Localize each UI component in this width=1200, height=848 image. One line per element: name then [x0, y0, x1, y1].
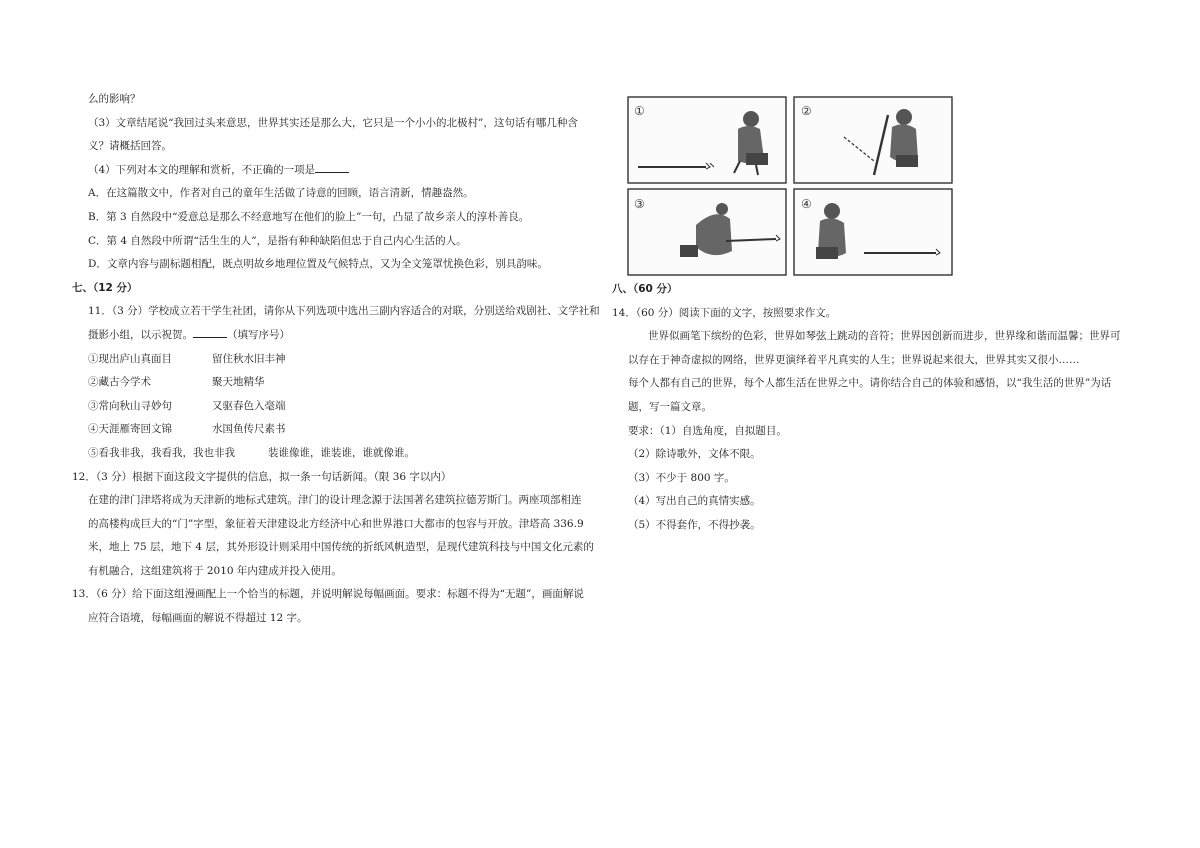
q12-text: 有机融合，这组建筑将于 2010 年内建成并投入使用。 [88, 564, 342, 577]
q13-text: 应符合语境，每幅画面的解说不得超过 12 字。 [88, 612, 308, 625]
answer-blank [193, 327, 227, 338]
q12-text: 米，地上 75 层，地下 4 层，其外形设计则采用中国传统的折纸风帆造型，是现代建筑科技与中国文化元素的 [88, 541, 594, 554]
q14-text: 每个人都有自己的世界，每个人都生活在世界之中。请你结合自己的体验和感悟，以“我生活的世界”为话 [628, 377, 1112, 390]
text-line: 么的影响？ [88, 93, 141, 105]
requirement: （2）除诗歌外，文体不限。 [628, 448, 761, 461]
q14-text: 以存在于神奇虚拟的网络，世界更演绎着平凡真实的人生；世界说起来很大，世界其实又很小…… [628, 353, 1080, 366]
option-b: B．第 3 自然段中“爱意总是那么不经意地写在他们的脸上”一句，凸显了故乡亲人的淳朴善良。 [88, 210, 530, 223]
question-10-4: （4）下列对本文的理解和赏析，不正确的一项是 [72, 159, 592, 183]
section-7-heading: 七、（12 分） [72, 281, 138, 294]
couplet-4: ④天涯雁寄回文锦 水国鱼传尺素书 [88, 423, 286, 436]
question-11: 11．（3 分）学校成立若干学生社团，请你从下列选项中选出三副内容适合的对联，分别送给戏剧社、文学社和 [88, 305, 600, 318]
panel-label: ① [634, 104, 645, 118]
right-column [612, 88, 1132, 538]
question-12: 12．（3 分）根据下面这段文字提供的信息，拟一条一句话新闻。（限 36 字以内） [72, 470, 452, 483]
text-line: 义？请概括回答。 [88, 140, 172, 153]
q14-text: 世界似画笔下缤纷的色彩，世界如琴弦上跳动的音符；世界因创新而进步，世界缘和谐而温馨；世界可 [648, 330, 1121, 343]
option-d: D．文章内容与副标题相配，既点明故乡地理位置及气候特点，又为全文笼罩忧换色彩，别具韵味。 [88, 258, 548, 271]
section-8-heading: 八、（60 分） [612, 283, 678, 295]
couplet-2: ②藏古今学术 聚天地精华 [88, 376, 265, 389]
question-13: 13．（6 分）给下面这组漫画配上一个恰当的标题，并说明解说每幅画面。要求：标题不得为“无题”，画面解说 [72, 588, 584, 601]
question-11-cont: 摄影小组，以示祝贺。 （填写序号） [88, 328, 290, 341]
couplet-5: ⑤看我非我，我看我，我也非我 装谁像谁，谁装谁，谁就像谁。 [88, 446, 415, 459]
panel-label: ④ [801, 197, 812, 211]
question-14: 14．（60 分）阅读下面的文字，按照要求作文。 [612, 306, 837, 319]
q12-text: 的高楼构成巨大的“门”字型，象征着天津建设北方经济中心和世界港口大都市的包容与开放。津塔高 336.9 [88, 517, 584, 530]
requirement: （5）不得套作，不得抄袭。 [628, 518, 761, 531]
couplet-3: ③常向秋山寻妙句 又驱春色入毫端 [88, 399, 286, 412]
requirement: （4）写出自己的真情实感。 [628, 495, 761, 508]
option-a: A．在这篇散文中，作者对自己的童年生活做了诗意的回顾，语言清新，情趣盎然。 [88, 187, 474, 200]
couplet-1: ①现出庐山真面目 留住秋水旧丰神 [88, 352, 286, 365]
q12-text: 在建的津门津塔将成为天津新的地标式建筑。津门的设计理念源于法国著名建筑拉德芳斯门。两座项部相连 [88, 494, 582, 507]
comic-spacer [612, 88, 1132, 278]
q14-text: 题，写一篇文章。 [628, 400, 712, 413]
answer-blank [315, 162, 349, 173]
panel-label: ② [801, 104, 812, 118]
option-c: C．第 4 自然段中所谓“活生生的人”，是指有种种缺陷但忠于自己内心生活的人。 [88, 234, 467, 247]
requirements-title: 要求：（1）自选角度，自拟题目。 [628, 424, 787, 437]
requirement: （3）不少于 800 字。 [628, 471, 735, 484]
question-10-3: （3）文章结尾说“我回过头来意思，世界其实还是那么大，它只是一个小小的北极村”，这句话有哪几种含 [88, 116, 578, 129]
panel-label: ③ [634, 197, 645, 211]
left-column [72, 88, 600, 631]
